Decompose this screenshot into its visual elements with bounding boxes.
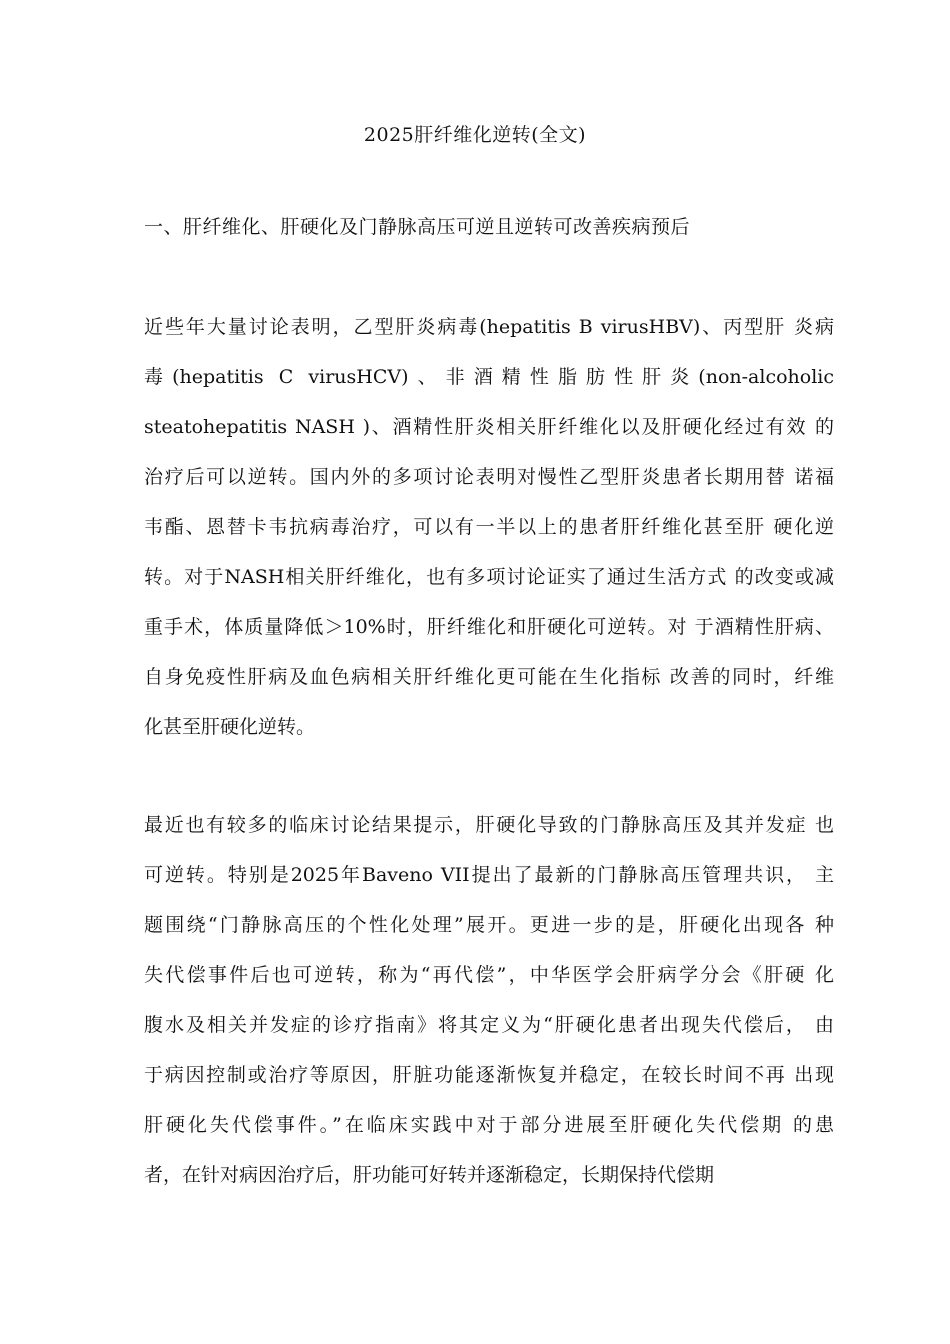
paragraph-line: 重手术，体质量降低＞10%时，肝纤维化和肝硬化可逆转。对 于酒精性肝病、 xyxy=(144,616,834,638)
paragraph-line: 最近也有较多的临床讨论结果提示，肝硬化导致的门静脉高压及其并发症 也 xyxy=(144,814,834,836)
paragraph-line: 腹水及相关并发症的诊疗指南》将其定义为“肝硬化患者出现失代偿后， 由 xyxy=(144,1014,834,1036)
paragraph-1 xyxy=(144,314,834,764)
section-heading: 一、肝纤维化、肝硬化及门静脉高压可逆且逆转可改善疾病预后 xyxy=(144,216,691,238)
paragraph-line: 失代偿事件后也可逆转，称为“再代偿”，中华医学会肝病学分会《肝硬 化 xyxy=(144,964,834,986)
paragraph-line: 化甚至肝硬化逆转。 xyxy=(144,716,316,738)
paragraph-line: 近些年大量讨论表明，乙型肝炎病毒(hepatitis B virusHBV)、丙型肝 炎病 xyxy=(144,316,834,338)
paragraph-line: 于病因控制或治疗等原因，肝脏功能逐渐恢复并稳定，在较长时间不再 出现 xyxy=(144,1064,834,1086)
paragraph-line: 题围绕“门静脉高压的个性化处理”展开。更进一步的是，肝硬化出现各 种 xyxy=(144,914,834,936)
paragraph-line: 肝硬化失代偿事件。”在临床实践中对于部分进展至肝硬化失代偿期 的患 xyxy=(144,1114,834,1136)
paragraph-2 xyxy=(144,812,834,1212)
document-title: 2025肝纤维化逆转(全文) xyxy=(363,124,587,146)
paragraph-line: 转。对于NASH相关肝纤维化，也有多项讨论证实了通过生活方式 的改变或减 xyxy=(144,566,834,588)
paragraph-line: 韦酯、恩替卡韦抗病毒治疗，可以有一半以上的患者肝纤维化甚至肝 硬化逆 xyxy=(144,516,834,538)
paragraph-line: steatohepatitis NASH )、酒精性肝炎相关肝纤维化以及肝硬化经过有效 的 xyxy=(144,416,834,438)
paragraph-line: 者，在针对病因治疗后，肝功能可好转并逐渐稳定，长期保持代偿期 xyxy=(144,1164,715,1186)
paragraph-line: 治疗后可以逆转。国内外的多项讨论表明对慢性乙型肝炎患者长期用替 诺福 xyxy=(144,466,834,488)
paragraph-line: 可逆转。特别是2025年Baveno VII提出了最新的门静脉高压管理共识， 主 xyxy=(144,864,834,886)
paragraph-line: 毒(hepatitis C virusHCV)、非酒精性脂肪性肝炎(non-alcoholic xyxy=(144,366,834,388)
paragraph-line: 自身免疫性肝病及血色病相关肝纤维化更可能在生化指标 改善的同时，纤维 xyxy=(144,666,834,688)
